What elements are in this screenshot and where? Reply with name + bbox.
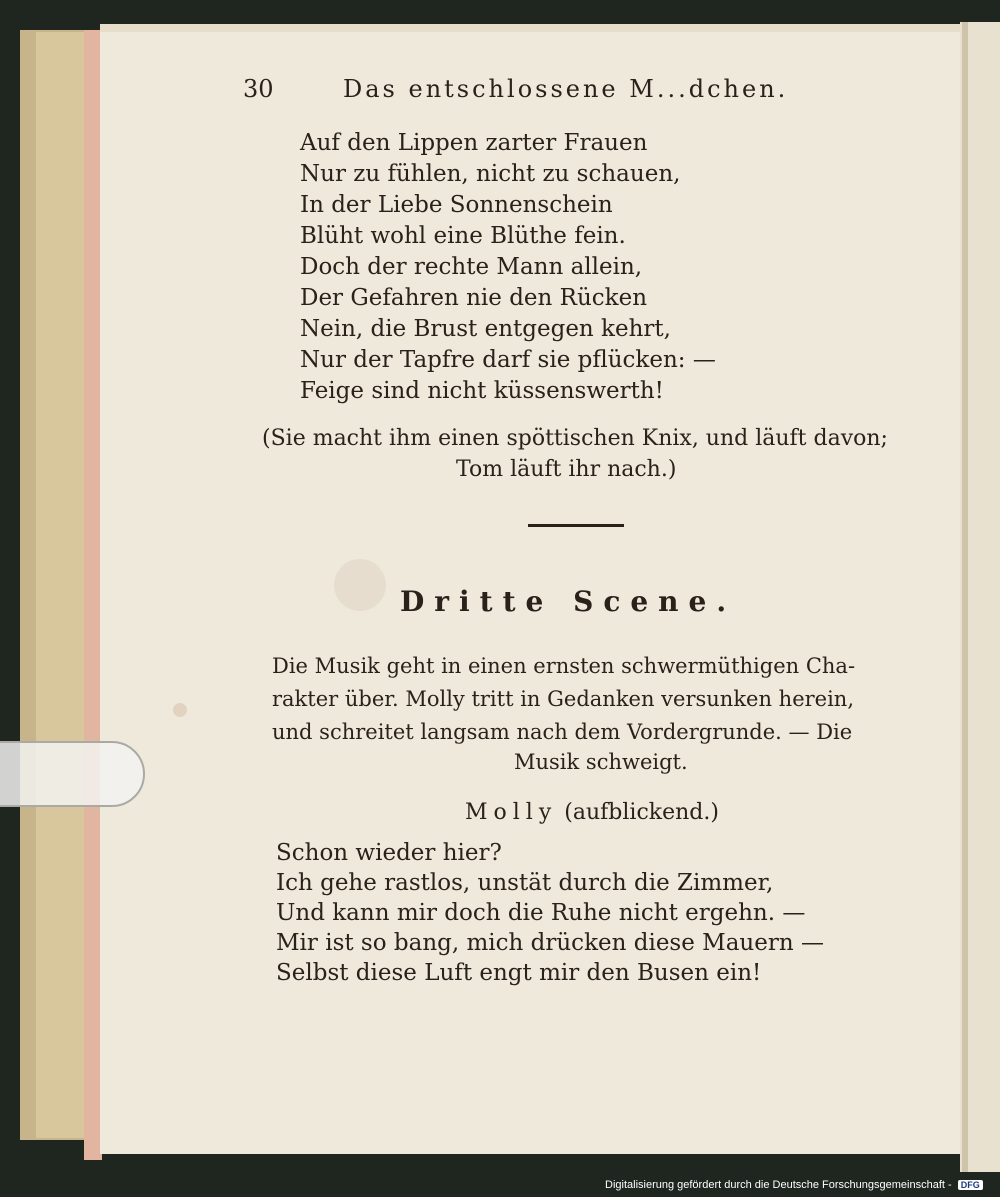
scene-title: Dritte Scene. <box>400 585 737 618</box>
stage-direction-line: rakter über. Molly tritt in Gedanken versunken herein, <box>272 687 855 711</box>
stage-direction-line: Tom läuft ihr nach.) <box>456 457 677 482</box>
verse-line: Nur der Tapfre darf sie pflücken: — <box>300 347 716 373</box>
verse-line: Doch der rechte Mann allein, <box>300 254 643 280</box>
speech-line: Selbst diese Luft engt mir den Busen ein! <box>276 960 762 986</box>
verse-line: Blüht wohl eine Blüthe fein. <box>300 223 626 249</box>
stage-direction-line: Die Musik geht in einen ernsten schwermüthigen Cha- <box>272 654 856 678</box>
speech-line: Ich gehe rastlos, unstät durch die Zimmer, <box>276 870 774 896</box>
verse-line: Auf den Lippen zarter Frauen <box>300 130 648 156</box>
page-number: 30 <box>243 75 274 103</box>
verse-line: Nur zu fühlen, nicht zu schauen, <box>300 161 681 187</box>
stage-direction-line: und schreitet langsam nach dem Vordergrunde. — Die <box>272 720 853 744</box>
speech-line: Und kann mir doch die Ruhe nicht ergehn. — <box>276 900 806 926</box>
footer-text: Digitalisierung gefördert durch die Deutsche Forschungsgemeinschaft - <box>605 1179 952 1191</box>
speaker-direction: (aufblickend.) <box>564 800 719 825</box>
verse-line: Nein, die Brust entgegen kehrt, <box>300 316 671 342</box>
verse-block <box>300 128 716 407</box>
speech-line: Mir ist so bang, mich drücken diese Mauern — <box>276 930 824 956</box>
page-header <box>243 75 803 107</box>
speaker-heading <box>465 800 719 825</box>
verse-line: Der Gefahren nie den Rücken <box>300 285 648 311</box>
verse-line: Feige sind nicht küssenswerth! <box>300 378 664 404</box>
speech-line: Schon wieder hier? <box>276 840 502 866</box>
dfg-logo: DFG <box>958 1180 983 1190</box>
stage-direction-line: (Sie macht ihm einen spöttischen Knix, und läuft davon; <box>262 426 888 451</box>
verse-line: In der Liebe Sonnenschein <box>300 192 613 218</box>
speaker-name: Molly <box>465 800 558 825</box>
digitization-footer <box>605 1179 983 1191</box>
stage-direction-line: Musik schweigt. <box>514 750 688 774</box>
running-title: Das entschlossene M...dchen. <box>343 75 789 103</box>
speech-block <box>276 838 824 988</box>
